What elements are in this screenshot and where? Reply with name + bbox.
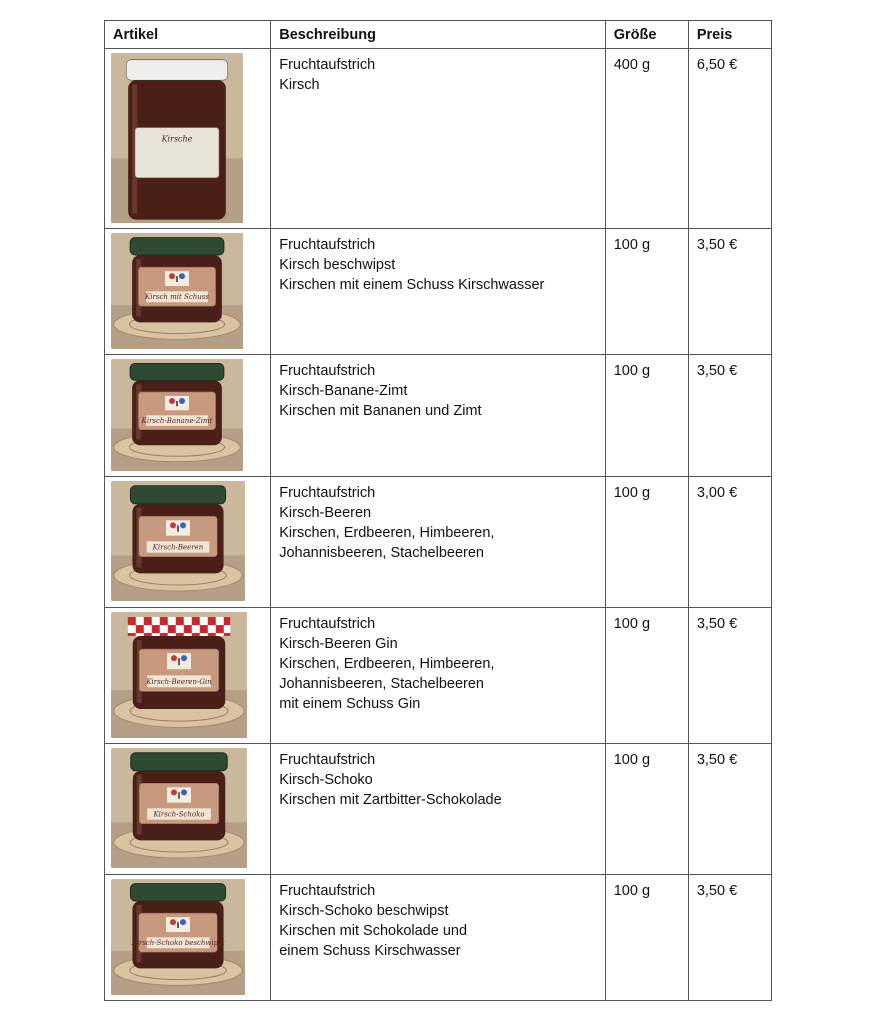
jar-label-text: Kirsche (161, 134, 193, 144)
price-cell: 3,50 € (688, 875, 771, 1001)
table-row (105, 744, 772, 875)
article-image-cell (105, 744, 271, 875)
size-cell: 100 g (605, 608, 688, 744)
size-cell: 100 g (605, 229, 688, 355)
jar-photo (111, 53, 264, 223)
jar-label-text: Kirsch-Banane-Zimt (141, 416, 213, 425)
jar-illustration (111, 53, 243, 223)
description-line: Kirsch (279, 77, 320, 93)
description-line: Fruchtaufstrich (279, 883, 376, 899)
jar-illustration (111, 359, 243, 471)
description-line: Fruchtaufstrich (279, 237, 376, 253)
jar-label-text: Kirsch mit Schuss (145, 293, 209, 302)
size-cell: 400 g (605, 49, 688, 229)
description-line: Kirsch-Beeren (279, 505, 372, 521)
header-artikel: Artikel (105, 21, 271, 49)
description-cell (271, 608, 606, 744)
description-cell (271, 355, 606, 477)
price-cell: 3,50 € (688, 355, 771, 477)
description-line: Kirsch-Schoko beschwipst (279, 903, 449, 919)
jar-photo (111, 359, 264, 471)
jar-illustration (111, 612, 247, 738)
header-beschreibung: Beschreibung (271, 21, 606, 49)
size-cell: 100 g (605, 875, 688, 1001)
description-line: Kirschen, Erdbeeren, Himbeeren, (279, 525, 495, 541)
description-line: Fruchtaufstrich (279, 485, 376, 501)
price-cell: 6,50 € (688, 49, 771, 229)
description-line: Kirsch-Banane-Zimt (279, 383, 408, 399)
table-row (105, 355, 772, 477)
size-cell: 100 g (605, 744, 688, 875)
description-line: einem Schuss Kirschwasser (279, 943, 461, 959)
price-cell: 3,50 € (688, 744, 771, 875)
description-line: Fruchtaufstrich (279, 57, 376, 73)
size-cell: 100 g (605, 477, 688, 608)
table-header-row (105, 21, 772, 49)
description-line: Johannisbeeren, Stachelbeeren (279, 545, 484, 561)
description-cell (271, 49, 606, 229)
description-line: mit einem Schuss Gin (279, 696, 421, 712)
table-row (105, 477, 772, 608)
jar-label-text: Kirsch-Beeren (152, 543, 204, 552)
jar-photo (111, 612, 264, 738)
table-row (105, 875, 772, 1001)
description-line: Johannisbeeren, Stachelbeeren (279, 676, 484, 692)
price-table (104, 20, 772, 1001)
description-line: Kirsch-Beeren Gin (279, 636, 398, 652)
description-line: Kirschen mit Zartbitter-Schokolade (279, 792, 502, 808)
table-row (105, 49, 772, 229)
price-cell: 3,00 € (688, 477, 771, 608)
description-line: Fruchtaufstrich (279, 752, 376, 768)
description-cell (271, 229, 606, 355)
jar-photo (111, 481, 264, 601)
description-line: Kirsch-Schoko (279, 772, 373, 788)
description-line: Kirschen mit einem Schuss Kirschwasser (279, 277, 545, 293)
table-row (105, 229, 772, 355)
article-image-cell (105, 355, 271, 477)
header-preis: Preis (688, 21, 771, 49)
table-row (105, 608, 772, 744)
article-image-cell (105, 477, 271, 608)
price-cell: 3,50 € (688, 229, 771, 355)
jar-label-text: Kirsch-Schoko (153, 810, 205, 819)
description-line: Kirschen mit Schokolade und (279, 923, 468, 939)
article-image-cell (105, 49, 271, 229)
jar-label-text: Kirsch-Schoko beschwipst (131, 939, 225, 948)
description-line: Kirsch beschwipst (279, 257, 396, 273)
jar-photo (111, 748, 264, 868)
jar-illustration (111, 748, 247, 868)
description-line: Kirschen, Erdbeeren, Himbeeren, (279, 656, 495, 672)
description-cell (271, 744, 606, 875)
description-line: Fruchtaufstrich (279, 616, 376, 632)
price-cell: 3,50 € (688, 608, 771, 744)
size-cell: 100 g (605, 355, 688, 477)
jar-label-text: Kirsch-Beeren-Gin (146, 677, 212, 686)
article-image-cell (105, 608, 271, 744)
jar-photo (111, 879, 264, 995)
description-cell (271, 875, 606, 1001)
description-line: Kirschen mit Bananen und Zimt (279, 403, 482, 419)
jar-illustration (111, 481, 245, 601)
description-line: Fruchtaufstrich (279, 363, 376, 379)
article-image-cell (105, 875, 271, 1001)
jar-illustration (111, 233, 243, 349)
article-image-cell (105, 229, 271, 355)
jar-photo (111, 233, 264, 349)
description-cell (271, 477, 606, 608)
jar-illustration (111, 879, 245, 995)
header-groesse: Größe (605, 21, 688, 49)
